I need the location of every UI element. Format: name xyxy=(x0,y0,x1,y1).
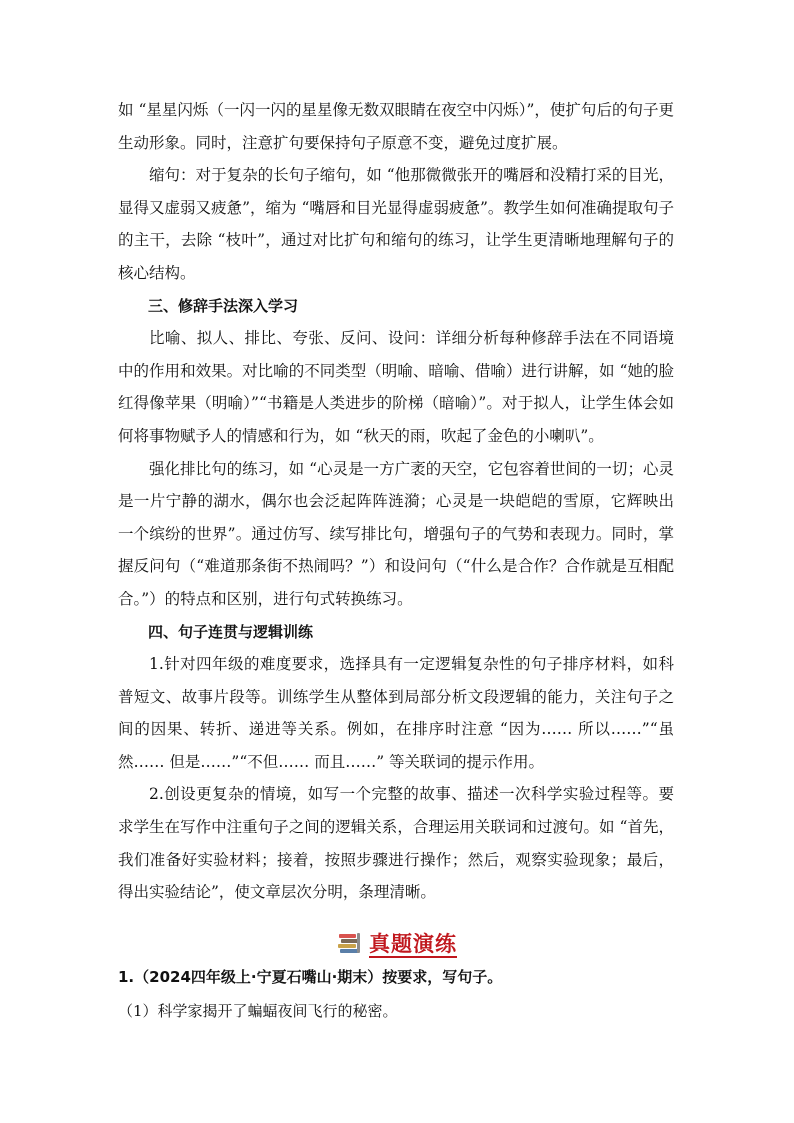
paragraph-parallelism: 强化排比句的练习，如 “心灵是一方广袤的天空，它包容着世间的一切；心灵是一片宁静的湖水，偶尔也会泛起阵阵涟漪；心灵是一块皑皑的雪原，它辉映出一个缤纷的世界”。通过仿写、续写排比句，增强句子的气势和表现力。同时，掌握反问句（“难道那条街不热闹吗？”）和设问句（“什么是合作？合作就是互相配合。”）的特点和区别，进行句式转换练习。 xyxy=(118,459,674,608)
paragraph-ordering: 1.针对四年级的难度要求，选择具有一定逻辑复杂性的句子排序材料，如科普短文、故事片段等。训练学生从整体到局部分析文段逻辑的能力，关注句子之间的因果、转折、递进等关系。例如，在排序时注意 “因为…… 所以……”“虽然…… 但是……”“不但…… 而且……” 等关联词的提示作用。 xyxy=(118,655,674,771)
section-heading-rhetoric: 三、修辞手法深入学习 xyxy=(148,296,299,315)
paragraph-writing-logic: 2.创设更复杂的情境，如写一个完整的故事、描述一次科学实验过程等。要求学生在写作中注重句子之间的逻辑关系，合理运用关联词和过渡句。如 “首先，我们准备好实验材料；接着，按照步骤进行操作；然后，观察实验现象；最后，得出实验结论”，使文章层次分明，条理清晰。 xyxy=(118,785,674,902)
books-icon xyxy=(337,931,363,955)
paragraph-rhetoric-types: 比喻、拟人、排比、夸张、反问、设问：详细分析每种修辞手法在不同语境中的作用和效果。对比喻的不同类型（明喻、暗喻、借喻）进行讲解，如 “她的脸红得像苹果（明喻）”“书籍是人类进步的阶梯（暗喻）”。对于拟人，让学生体会如何将事物赋予人的情感和行为，如 “秋天的雨，吹起了金色的小喇叭”。 xyxy=(118,329,674,445)
paragraph-expand-example: 如 “星星闪烁（一闪一闪的星星像无数双眼睛在夜空中闪烁）”，使扩句后的句子更生动形象。同时，注意扩句要保持句子原意不变，避免过度扩展。 xyxy=(118,101,674,152)
practice-banner xyxy=(0,926,794,960)
paragraph-shrink-sentence: 缩句：对于复杂的长句子缩句，如 “他那微微张开的嘴唇和没精打采的目光，显得又虚弱又疲惫”，缩为 “嘴唇和目光显得虚弱疲惫”。教学生如何准确提取句子的主干，去除 “枝叶”，通过对比扩句和缩句的练习，让学生更清晰地理解句子的核心结构。 xyxy=(118,166,674,282)
question-item: （1）科学家揭开了蝙蝠夜间飞行的秘密。 xyxy=(118,1002,398,1020)
question-title: 1.（2024四年级上·宁夏石嘴山·期末）按要求，写句子。 xyxy=(118,968,503,986)
body-text xyxy=(118,94,674,909)
section-heading-coherence: 四、句子连贯与逻辑训练 xyxy=(148,622,314,641)
practice-title: 真题演练 xyxy=(369,931,457,956)
